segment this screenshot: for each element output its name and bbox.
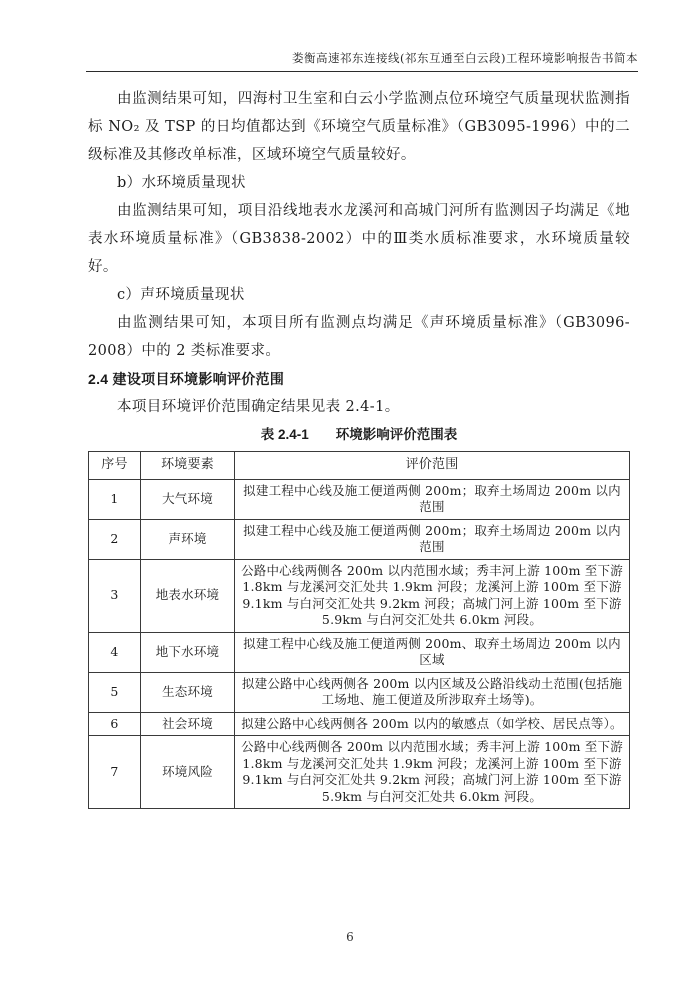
scope-table-header: [89, 452, 630, 480]
table-header-row: [89, 452, 630, 480]
row-factor-cell: 生态环境: [141, 672, 235, 712]
row-index-cell: 3: [89, 559, 141, 632]
row-index-cell: 5: [89, 672, 141, 712]
row-factor-cell: 社会环境: [141, 712, 235, 736]
row-index-cell: 4: [89, 632, 141, 672]
row-scope-cell: 拟建公路中心线两侧各 200m 以内区域及公路沿线动土范围(包括施工场地、施工便道及所涉取弃土场等)。: [235, 672, 630, 712]
row-index-cell: 1: [89, 479, 141, 519]
row-factor-cell: 声环境: [141, 519, 235, 559]
row-index-cell: 6: [89, 712, 141, 736]
row-factor-cell: 大气环境: [141, 479, 235, 519]
paragraph-water-quality: 由监测结果可知，项目沿线地表水龙溪河和高城门河所有监测因子均满足《地表水环境质量标准》（GB3838-2002）中的Ⅲ类水质标准要求，水环境质量较好。: [88, 203, 630, 275]
section-heading-2-4: 2.4 建设项目环境影响评价范围: [88, 371, 285, 387]
row-index-cell: 2: [89, 519, 141, 559]
table-row: [89, 736, 630, 809]
row-factor-cell: 地下水环境: [141, 632, 235, 672]
running-header-title: 娄衡高速祁东连接线(祁东互通至白云段)工程环境影响报告书简本: [86, 50, 638, 72]
column-header-scope: 评价范围: [235, 452, 630, 480]
table-row: [89, 479, 630, 519]
row-scope-cell: 拟建工程中心线及施工便道两侧 200m、取弃土场周边 200m 以内区域: [235, 632, 630, 672]
page-body: [0, 72, 700, 809]
scope-table: [88, 451, 630, 809]
row-scope-cell: 拟建工程中心线及施工便道两侧 200m；取弃土场周边 200m 以内范围: [235, 479, 630, 519]
subheading-water-quality: b）水环境质量现状: [117, 175, 246, 191]
row-scope-cell: 公路中心线两侧各 200m 以内范围水域；秀丰河上游 100m 至下游 1.8km 与龙溪河交汇处共 1.9km 河段；龙溪河上游 100m 至下游 9.1km 与白河交汇处共 9.2km 河段；高城门河上游 100m 至下游 5.9km 与白河交汇处共 6.0km 河段。: [235, 559, 630, 632]
row-factor-cell: 地表水环境: [141, 559, 235, 632]
page-header: [0, 0, 700, 72]
scope-table-body: [89, 479, 630, 809]
table-row: [89, 632, 630, 672]
table-row: [89, 519, 630, 559]
page-number: 6: [346, 930, 354, 944]
row-scope-cell: 拟建公路中心线两侧各 200m 以内的敏感点（如学校、居民点等）。: [235, 712, 630, 736]
table-row: [89, 559, 630, 632]
paragraph-scope-intro: 本项目环境评价范围确定结果见表 2.4-1。: [117, 399, 400, 415]
paragraph-air-quality: 由监测结果可知，四海村卫生室和白云小学监测点位环境空气质量现状监测指标 NO₂ 及 TSP 的日均值都达到《环境空气质量标准》（GB3095-1996）中的二级标准及其修改单标准，区域环境空气质量较好。: [88, 91, 630, 163]
table-row: [89, 672, 630, 712]
row-index-cell: 7: [89, 736, 141, 809]
table-caption: 表 2.4-1 环境影响评价范围表: [260, 427, 458, 442]
row-scope-cell: 公路中心线两侧各 200m 以内范围水域；秀丰河上游 100m 至下游 1.8km 与龙溪河交汇处共 1.9km 河段；龙溪河上游 100m 至下游 9.1km 与白河交汇处共 9.2km 河段；高城门河上游 100m 至下游 5.9km 与白河交汇处共 6.0km 河段。: [235, 736, 630, 809]
table-row: [89, 712, 630, 736]
paragraph-noise-quality: 由监测结果可知，本项目所有监测点均满足《声环境质量标准》（GB3096-2008）中的 2 类标准要求。: [88, 315, 630, 359]
row-factor-cell: 环境风险: [141, 736, 235, 809]
column-header-index: 序号: [89, 452, 141, 480]
column-header-factor: 环境要素: [141, 452, 235, 480]
subheading-noise-quality: c）声环境质量现状: [117, 287, 245, 303]
row-scope-cell: 拟建工程中心线及施工便道两侧 200m；取弃土场周边 200m 以内范围: [235, 519, 630, 559]
